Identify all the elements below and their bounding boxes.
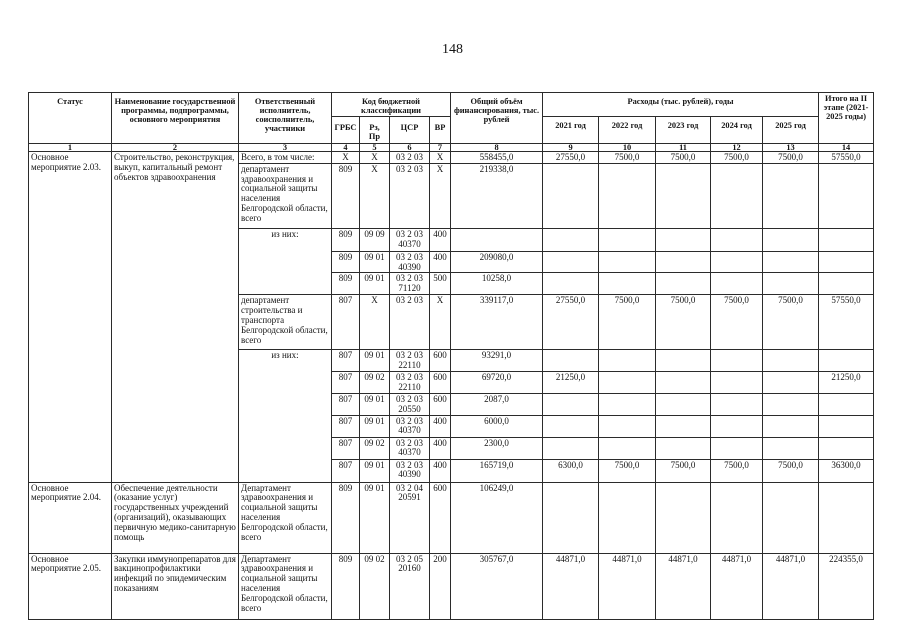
- year-amount-cell: [599, 415, 656, 437]
- csr-cell: 03 2 03: [390, 163, 430, 228]
- vr-cell: 200: [430, 553, 451, 619]
- vr-cell: 400: [430, 459, 451, 482]
- year-2023-header: 2023 год: [656, 117, 711, 144]
- total-funding-cell: 165719,0: [451, 459, 543, 482]
- csr-cell: 03 2 03 40370: [390, 228, 430, 251]
- year-amount-cell: [599, 163, 656, 228]
- total-funding-cell: 305767,0: [451, 553, 543, 619]
- csr-cell: 03 2 03: [390, 295, 430, 350]
- rz-pr-cell: Х: [360, 163, 390, 228]
- table-header: [29, 93, 874, 152]
- program-name-cell: Закупки иммунопрепаратов для вакцинопрофилактики инфекций по эпидемическим показаниям: [112, 553, 239, 619]
- program-name-cell: Обеспечение деятельности (оказание услуг) государственных учреждений (организаций), оказывающих первичную медико-санитарную помощь: [112, 482, 239, 553]
- year-amount-cell: 7500,0: [656, 152, 711, 164]
- status-cell: Основное мероприятие 2.03.: [29, 152, 112, 483]
- vr-cell: 400: [430, 415, 451, 437]
- vr-cell: 600: [430, 350, 451, 372]
- year-amount-cell: [711, 415, 763, 437]
- executor-cell: из них:: [239, 350, 332, 482]
- total-funding-header: Общий объём финансирования, тыс. рублей: [451, 93, 543, 144]
- grbs-cell: 809: [332, 251, 360, 273]
- year-amount-cell: [711, 437, 763, 459]
- budget-code-header: Код бюджетной классификации: [332, 93, 451, 117]
- csr-cell: 03 2 03 22110: [390, 350, 430, 372]
- year-amount-cell: 7500,0: [711, 459, 763, 482]
- csr-cell: 03 2 03 71120: [390, 273, 430, 295]
- year-amount-cell: 7500,0: [656, 459, 711, 482]
- year-amount-cell: 7500,0: [599, 459, 656, 482]
- year-amount-cell: [763, 350, 819, 372]
- rz-pr-cell: Х: [360, 295, 390, 350]
- csr-cell: 03 2 05 20160: [390, 553, 430, 619]
- column-number-cell: 6: [390, 144, 430, 152]
- column-number-cell: 8: [451, 144, 543, 152]
- vr-cell: Х: [430, 295, 451, 350]
- column-number-cell: 3: [239, 144, 332, 152]
- budget-table: [28, 92, 874, 620]
- year-amount-cell: [656, 350, 711, 372]
- stage-total-cell: 57550,0: [819, 295, 874, 350]
- year-amount-cell: [711, 228, 763, 251]
- header-row: [29, 93, 874, 117]
- rz-pr-header: Рз, Пр: [360, 117, 390, 144]
- status-cell: Основное мероприятие 2.05.: [29, 553, 112, 619]
- stage-total-cell: [819, 228, 874, 251]
- year-2025-header: 2025 год: [763, 117, 819, 144]
- grbs-cell: 807: [332, 415, 360, 437]
- total-funding-cell: 69720,0: [451, 371, 543, 393]
- stage-total-cell: [819, 437, 874, 459]
- year-amount-cell: [711, 273, 763, 295]
- year-amount-cell: 44871,0: [599, 553, 656, 619]
- year-amount-cell: [543, 393, 599, 415]
- year-amount-cell: 7500,0: [711, 152, 763, 164]
- executor-cell: Департамент здравоохранения и социальной защиты населения Белгородской области, всего: [239, 553, 332, 619]
- column-number-cell: 11: [656, 144, 711, 152]
- rz-pr-cell: 09 09: [360, 228, 390, 251]
- total-funding-cell: 209080,0: [451, 251, 543, 273]
- table-row: [29, 553, 874, 619]
- year-amount-cell: [656, 371, 711, 393]
- status-cell: Основное мероприятие 2.04.: [29, 482, 112, 553]
- year-amount-cell: [599, 273, 656, 295]
- vr-cell: 600: [430, 371, 451, 393]
- year-amount-cell: [599, 228, 656, 251]
- year-amount-cell: [763, 371, 819, 393]
- year-amount-cell: [543, 350, 599, 372]
- year-amount-cell: 44871,0: [711, 553, 763, 619]
- year-amount-cell: [763, 273, 819, 295]
- year-amount-cell: [599, 482, 656, 553]
- stage-total-cell: 224355,0: [819, 553, 874, 619]
- stage-total-cell: [819, 415, 874, 437]
- rz-pr-cell: 09 02: [360, 553, 390, 619]
- vr-cell: 500: [430, 273, 451, 295]
- column-numbers-row: [29, 144, 874, 152]
- column-number-cell: 14: [819, 144, 874, 152]
- column-number-cell: 7: [430, 144, 451, 152]
- stage-total-cell: [819, 393, 874, 415]
- year-amount-cell: 7500,0: [763, 152, 819, 164]
- csr-cell: 03 2 03 40390: [390, 251, 430, 273]
- stage-total-cell: [819, 273, 874, 295]
- year-amount-cell: [763, 482, 819, 553]
- executor-header: Ответственный исполнитель, соисполнитель, участники: [239, 93, 332, 144]
- year-amount-cell: [543, 228, 599, 251]
- stage-total-header: Итого на II этапе (2021-2025 годы): [819, 93, 874, 144]
- stage-total-cell: 36300,0: [819, 459, 874, 482]
- csr-cell: 03 2 03 40370: [390, 415, 430, 437]
- year-amount-cell: [543, 273, 599, 295]
- year-amount-cell: 7500,0: [763, 295, 819, 350]
- vr-cell: 600: [430, 482, 451, 553]
- column-number-cell: 5: [360, 144, 390, 152]
- csr-header: ЦСР: [390, 117, 430, 144]
- year-amount-cell: [599, 350, 656, 372]
- total-funding-cell: 106249,0: [451, 482, 543, 553]
- year-2022-header: 2022 год: [599, 117, 656, 144]
- rz-pr-cell: Х: [360, 152, 390, 164]
- csr-cell: 03 2 03 20550: [390, 393, 430, 415]
- status-header: Статус: [29, 93, 112, 144]
- csr-cell: 03 2 03 40390: [390, 459, 430, 482]
- year-amount-cell: 7500,0: [711, 295, 763, 350]
- table-row: [29, 482, 874, 553]
- grbs-cell: 809: [332, 228, 360, 251]
- year-amount-cell: 7500,0: [763, 459, 819, 482]
- stage-total-cell: 57550,0: [819, 152, 874, 164]
- page-number: 148: [442, 42, 463, 57]
- program-name-header: Наименование государственной программы, подпрограммы, основного мероприятия: [112, 93, 239, 144]
- rz-pr-cell: 09 01: [360, 459, 390, 482]
- grbs-cell: 807: [332, 350, 360, 372]
- executor-cell: департамент здравоохранения и социальной защиты населения Белгородской области, всего: [239, 163, 332, 228]
- csr-cell: 03 2 03: [390, 152, 430, 164]
- year-2024-header: 2024 год: [711, 117, 763, 144]
- column-number-cell: 10: [599, 144, 656, 152]
- grbs-cell: 809: [332, 163, 360, 228]
- column-number-cell: 4: [332, 144, 360, 152]
- year-amount-cell: 7500,0: [656, 295, 711, 350]
- vr-header: ВР: [430, 117, 451, 144]
- vr-cell: 400: [430, 228, 451, 251]
- year-amount-cell: [711, 251, 763, 273]
- year-amount-cell: [543, 482, 599, 553]
- year-amount-cell: [763, 437, 819, 459]
- year-amount-cell: [656, 163, 711, 228]
- rz-pr-cell: 09 01: [360, 482, 390, 553]
- vr-cell: 400: [430, 251, 451, 273]
- year-amount-cell: [656, 228, 711, 251]
- year-amount-cell: [543, 163, 599, 228]
- rz-pr-cell: 09 01: [360, 350, 390, 372]
- program-name-cell: Строительство, реконструкция, выкуп, капитальный ремонт объектов здравоохранения: [112, 152, 239, 483]
- year-amount-cell: [656, 393, 711, 415]
- year-amount-cell: [599, 371, 656, 393]
- total-funding-cell: 339117,0: [451, 295, 543, 350]
- total-funding-cell: 6000,0: [451, 415, 543, 437]
- vr-cell: Х: [430, 152, 451, 164]
- total-funding-cell: 219338,0: [451, 163, 543, 228]
- executor-cell: Департамент здравоохранения и социальной защиты населения Белгородской области, всего: [239, 482, 332, 553]
- year-amount-cell: 44871,0: [763, 553, 819, 619]
- total-funding-cell: 10258,0: [451, 273, 543, 295]
- year-amount-cell: [711, 393, 763, 415]
- vr-cell: 400: [430, 437, 451, 459]
- grbs-cell: 807: [332, 295, 360, 350]
- rz-pr-cell: 09 01: [360, 273, 390, 295]
- year-amount-cell: [763, 163, 819, 228]
- year-amount-cell: [656, 437, 711, 459]
- year-amount-cell: 44871,0: [656, 553, 711, 619]
- grbs-cell: 807: [332, 459, 360, 482]
- total-funding-cell: 93291,0: [451, 350, 543, 372]
- grbs-cell: 807: [332, 437, 360, 459]
- stage-total-cell: [819, 163, 874, 228]
- column-number-cell: 1: [29, 144, 112, 152]
- stage-total-cell: [819, 251, 874, 273]
- stage-total-cell: 21250,0: [819, 371, 874, 393]
- rz-pr-cell: 09 01: [360, 393, 390, 415]
- year-amount-cell: [599, 393, 656, 415]
- year-amount-cell: [763, 393, 819, 415]
- year-amount-cell: [711, 482, 763, 553]
- year-amount-cell: 27550,0: [543, 295, 599, 350]
- total-funding-cell: 2300,0: [451, 437, 543, 459]
- year-amount-cell: [711, 371, 763, 393]
- year-amount-cell: [599, 251, 656, 273]
- year-amount-cell: 7500,0: [599, 152, 656, 164]
- total-funding-cell: 2087,0: [451, 393, 543, 415]
- csr-cell: 03 2 03 40370: [390, 437, 430, 459]
- executor-cell: департамент строительства и транспорта Белгородской области, всего: [239, 295, 332, 350]
- grbs-cell: 807: [332, 371, 360, 393]
- executor-cell: Всего, в том числе:: [239, 152, 332, 164]
- column-number-cell: 13: [763, 144, 819, 152]
- rz-pr-cell: 09 02: [360, 437, 390, 459]
- csr-cell: 03 2 04 20591: [390, 482, 430, 553]
- year-2021-header: 2021 год: [543, 117, 599, 144]
- vr-cell: 600: [430, 393, 451, 415]
- stage-total-cell: [819, 482, 874, 553]
- column-number-cell: 2: [112, 144, 239, 152]
- year-amount-cell: [543, 251, 599, 273]
- year-amount-cell: [763, 415, 819, 437]
- column-number-cell: 9: [543, 144, 599, 152]
- year-amount-cell: 6300,0: [543, 459, 599, 482]
- year-amount-cell: 7500,0: [599, 295, 656, 350]
- year-amount-cell: [711, 350, 763, 372]
- year-amount-cell: [656, 482, 711, 553]
- grbs-cell: 809: [332, 482, 360, 553]
- year-amount-cell: [543, 415, 599, 437]
- year-amount-cell: 44871,0: [543, 553, 599, 619]
- grbs-cell: 807: [332, 393, 360, 415]
- grbs-header: ГРБС: [332, 117, 360, 144]
- vr-cell: Х: [430, 163, 451, 228]
- year-amount-cell: [656, 273, 711, 295]
- stage-total-cell: [819, 350, 874, 372]
- rz-pr-cell: 09 01: [360, 251, 390, 273]
- year-amount-cell: [543, 437, 599, 459]
- total-funding-cell: [451, 228, 543, 251]
- year-amount-cell: [599, 437, 656, 459]
- year-amount-cell: 27550,0: [543, 152, 599, 164]
- year-amount-cell: [656, 251, 711, 273]
- expenses-header: Расходы (тыс. рублей), годы: [543, 93, 819, 117]
- year-amount-cell: 21250,0: [543, 371, 599, 393]
- total-funding-cell: 558455,0: [451, 152, 543, 164]
- rz-pr-cell: 09 01: [360, 415, 390, 437]
- grbs-cell: Х: [332, 152, 360, 164]
- grbs-cell: 809: [332, 273, 360, 295]
- table-row: [29, 152, 874, 164]
- grbs-cell: 809: [332, 553, 360, 619]
- table-body: [29, 152, 874, 620]
- year-amount-cell: [763, 228, 819, 251]
- year-amount-cell: [763, 251, 819, 273]
- rz-pr-cell: 09 02: [360, 371, 390, 393]
- csr-cell: 03 2 03 22110: [390, 371, 430, 393]
- year-amount-cell: [711, 163, 763, 228]
- executor-cell: из них:: [239, 228, 332, 295]
- column-number-cell: 12: [711, 144, 763, 152]
- year-amount-cell: [656, 415, 711, 437]
